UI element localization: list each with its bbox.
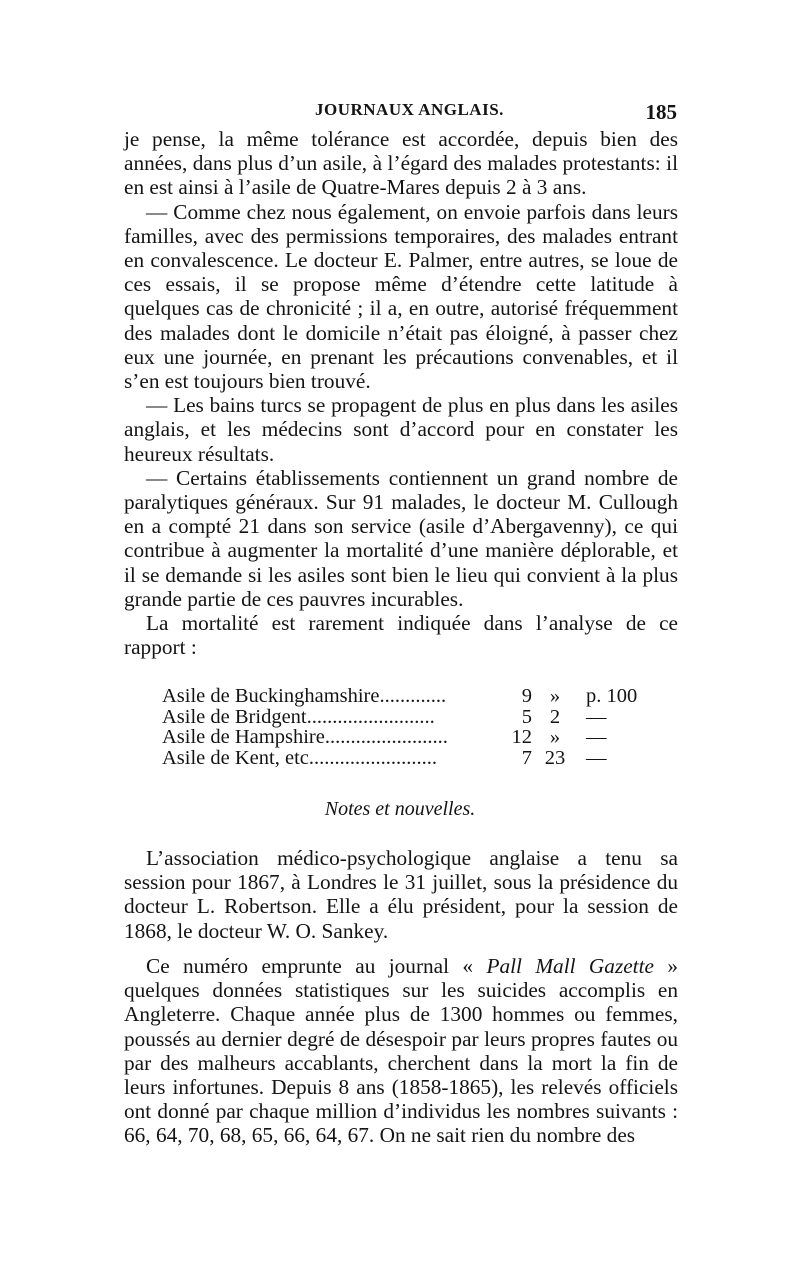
table-row (162, 707, 662, 728)
gazette-intro: Ce numéro emprunte au journal « (146, 954, 487, 978)
running-title: JOURNAUX ANGLAIS. (315, 100, 504, 119)
section-heading: Notes et nouvelles. (324, 798, 476, 820)
rate-integer: 12 (511, 726, 532, 748)
table-row (162, 748, 662, 769)
asylum-name: Asile de Bridgent......................... (162, 705, 435, 728)
rate-integer: 7 (521, 746, 532, 769)
gazette-body: » quelques données statistiques sur les suicides accomplis en Angleterre. Chaque année plus de 1300 hommes ou femmes, poussés au dernier degré de désespoir par leurs propres fautes ou par des malheurs accablants, cherchent dans la mort la fin de leurs infortunes. Depuis 8 ans (1858-1865), les relevés officiels ont donné par chaque million d’individus les nombres suivants : 66, 64, 70, 68, 65, 66, 64, 67. On ne sait rien du nombre des (124, 954, 678, 1148)
rate-fraction: » (549, 726, 561, 748)
rate-unit: — (586, 726, 607, 748)
table-row (162, 686, 662, 707)
rate-integer: 9 (521, 685, 532, 707)
text-block-reports (124, 127, 678, 659)
rate-unit: p. 100 (586, 685, 638, 707)
paragraph-convalescence: — Comme chez nous également, on envoie parfois dans leurs familles, avec des permissions temporaires, des malades entrant en convalescence. Le docteur E. Palmer, entre autres, se loue de ces essais, il se propose même d’étendre cette latitude à quelques cas de chronicité ; il a, en outre, autorisé fréquemment des malades dont le domicile n’était pas éloigné, à passer chez eux une journée, en prenant les précautions convenables, et il s’en est toujours bien trouvé. (124, 199, 678, 394)
text-block-association (124, 846, 678, 943)
rate-unit: — (586, 705, 607, 728)
paragraph-paralytics: — Certains établissements contiennent un grand nombre de paralytiques généraux. Sur 91 malades, le docteur M. Cullough en a compté 21 dans son service (asile d’Abergavenny), ce qui contribue à augmenter la mortalité d’une manière déplorable, et il se demande si les asiles sont bien le lieu qui convient à la plus grande partie de ces pauvres incurables. (124, 465, 678, 611)
paragraph-tolerance: je pense, la même tolérance est accordée, depuis bien des années, dans plus d’un asile, à l’égard des malades protestants: il en est ainsi à l’asile de Quatre-Mares depuis 2 à 3 ans. (124, 127, 678, 200)
page-number: 185 (645, 100, 677, 124)
paragraph-gazette (124, 954, 678, 1148)
rate-unit: — (586, 746, 607, 769)
paragraph-association: L’association médico-psychologique anglaise a tenu sa session pour 1867, à Londres le 31 juillet, sous la présidence du docteur L. Robertson. Elle a élu président, pour la session de 1868, le docteur W. O. Sankey. (124, 846, 678, 943)
asylum-name: Asile de Kent, etc......................... (162, 746, 437, 769)
paragraph-turkish-baths: — Les bains turcs se propagent de plus en plus dans les asiles anglais, et les médecins sont d’accord pour en constater les heureux résultats. (124, 393, 678, 466)
rate-integer: 5 (521, 705, 532, 728)
paragraph-mortality-intro: La mortalité est rarement indiquée dans l’analyse de ce rapport : (124, 611, 678, 660)
page-header (125, 100, 677, 124)
rate-fraction: » (549, 685, 561, 707)
mortality-table (162, 686, 662, 768)
table-row (162, 727, 662, 748)
asylum-name: Asile de Hampshire........................ (162, 726, 448, 748)
text-block-suicides (124, 954, 678, 1148)
rate-fraction: 2 (549, 705, 561, 728)
asylum-name: Asile de Buckinghamshire............. (162, 685, 447, 707)
rate-fraction: 23 (544, 746, 566, 769)
journal-title: Pall Mall Gazette (486, 954, 654, 978)
